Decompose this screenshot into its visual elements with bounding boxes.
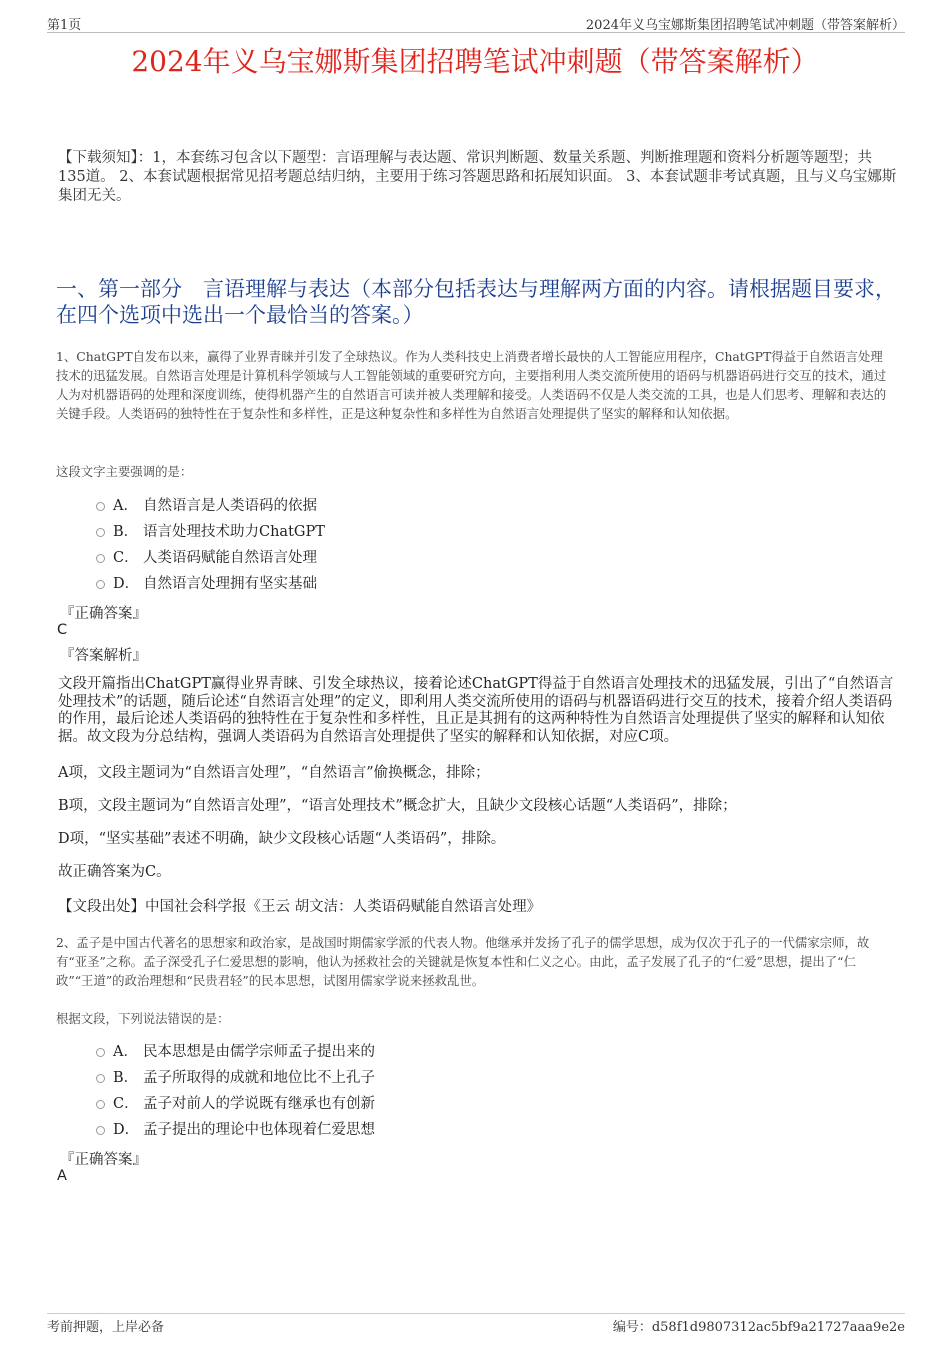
q2-option-a[interactable]: A． 民本思想是由儒学宗师孟子提出来的 (96, 1042, 375, 1062)
q1-option-a[interactable]: A． 自然语言是人类语码的依据 (96, 496, 317, 516)
header-doc-title: 2024年义乌宝娜斯集团招聘笔试冲刺题（带答案解析） (585, 18, 905, 33)
q1-analysis-d: D项，“坚实基础”表述不明确，缺少文段核心话题“人类语码”，排除。 (58, 831, 506, 847)
download-notice: 【下载须知】：1，本套练习包含以下题型：言语理解与表达题、常识判断题、数量关系题、判断推理题和资料分析题等题型；共135道。 2、本套试题根据常见招考题总结归纳，主要用于练习答题思路和拓展知识面。 3、本套试题非考试真题，且与义乌宝娜斯集团无关。 (58, 150, 897, 204)
section-heading: 一、第一部分 言语理解与表达（本部分包括表达与理解两方面的内容。请根据题目要求，在四个选项中选出一个最恰当的答案。） (56, 277, 896, 327)
radio-icon[interactable] (96, 580, 105, 589)
q2-answer: A (57, 1168, 67, 1184)
document-title: 2024年义乌宝娜斯集团招聘笔试冲刺题（带答案解析） (131, 45, 819, 78)
q2-option-c[interactable]: C． 孟子对前人的学说既有继承也有创新 (96, 1094, 375, 1114)
radio-icon[interactable] (96, 1048, 105, 1057)
page-footer (47, 1313, 905, 1335)
q1-analysis-b: B项，文段主题词为“自然语言处理”，“语言处理技术”概念扩大，且缺少文段核心话题“人类语码”，排除； (58, 798, 737, 814)
q1-answer: C (57, 622, 68, 638)
q1-analysis-paragraph: 文段开篇指出ChatGPT赢得业界青睐、引发全球热议，接着论述ChatGPT得益于自然语言处理技术的迅猛发展，引出了“自然语言处理技术”的话题，随后论述“自然语言处理”的定义，即利用人类交流所使用的语码与机器语码进行交互的技术，接着介绍人类语码的作用，最后论述人类语码的独特性在于复杂性和多样性，且正是其拥有的这两种特性为自然语言处理提供了坚实的解释和认知依据。故文段为分总结构，强调人类语码为自然语言处理提供了坚实的解释和认知依据，对应C项。 (58, 676, 894, 745)
footer-serial: 编号：d58f1d9807312ac5bf9a21727aaa9e2e (612, 1320, 905, 1335)
question-1-text: 1、ChatGPT自发布以来，赢得了业界青睐并引发了全球热议。作为人类科技史上消费者增长最快的人工智能应用程序，ChatGPT得益于自然语言处理技术的迅猛发展。自然语言处理是计算机科学领域与人工智能领域的重要研究方向，主要指利用人类交流所使用的语码与机器语码进行交互的技术，通过人为对机器语码的处理和深度训练，使得机器产生的自然语言可读并被人类理解和接受。人类语码不仅是人类交流的工具，也是人们思考、理解和表达的关键手段。人类语码的独特性在于复杂性和多样性，正是这种复杂性和多样性为自然语言处理提供了坚实的解释和认知依据。 (56, 349, 887, 421)
question-1-prompt: 这段文字主要强调的是： (56, 464, 193, 479)
q2-option-b[interactable]: B． 孟子所取得的成就和地位比不上孔子 (96, 1068, 375, 1088)
radio-icon[interactable] (96, 1126, 105, 1135)
q2-option-d[interactable]: D． 孟子提出的理论中也体现着仁爱思想 (96, 1120, 375, 1140)
q1-analysis-a: A项，文段主题词为“自然语言处理”，“自然语言”偷换概念，排除； (58, 765, 490, 781)
q1-analysis-label: 『答案解析』 (60, 648, 147, 664)
q1-analysis-conclusion: 故正确答案为C。 (58, 864, 171, 880)
footer-slogan: 考前押题，上岸必备 (47, 1320, 165, 1335)
radio-icon[interactable] (96, 1100, 105, 1109)
page-number: 第1页 (47, 18, 82, 33)
q1-option-c[interactable]: C． 人类语码赋能自然语言处理 (96, 548, 317, 568)
radio-icon[interactable] (96, 1074, 105, 1083)
question-2-text: 2、孟子是中国古代著名的思想家和政治家，是战国时期儒家学派的代表人物。他继承并发扬了孔子的儒学思想，成为仅次于孔子的一代儒家宗师，故有“亚圣”之称。孟子深受孔子仁爱思想的影响，他认为拯救社会的关键就是恢复本性和仁义之心。由此，孟子发展了孔子的“仁爱”思想，提出了“仁政”“王道”的政治理想和“民贵君轻”的民本思想，试图用儒家学说来拯救乱世。 (56, 935, 870, 988)
page-header (47, 14, 905, 33)
q1-source: 【文段出处】中国社会科学报《王云 胡文洁：人类语码赋能自然语言处理》 (58, 899, 542, 915)
question-2-prompt: 根据文段，下列说法错误的是： (56, 1011, 230, 1026)
radio-icon[interactable] (96, 502, 105, 511)
q2-answer-label: 『正确答案』 (60, 1152, 147, 1168)
radio-icon[interactable] (96, 528, 105, 537)
radio-icon[interactable] (96, 554, 105, 563)
q1-option-b[interactable]: B． 语言处理技术助力ChatGPT (96, 522, 325, 542)
q1-answer-label: 『正确答案』 (60, 606, 147, 622)
q1-option-d[interactable]: D． 自然语言处理拥有坚实基础 (96, 574, 317, 594)
